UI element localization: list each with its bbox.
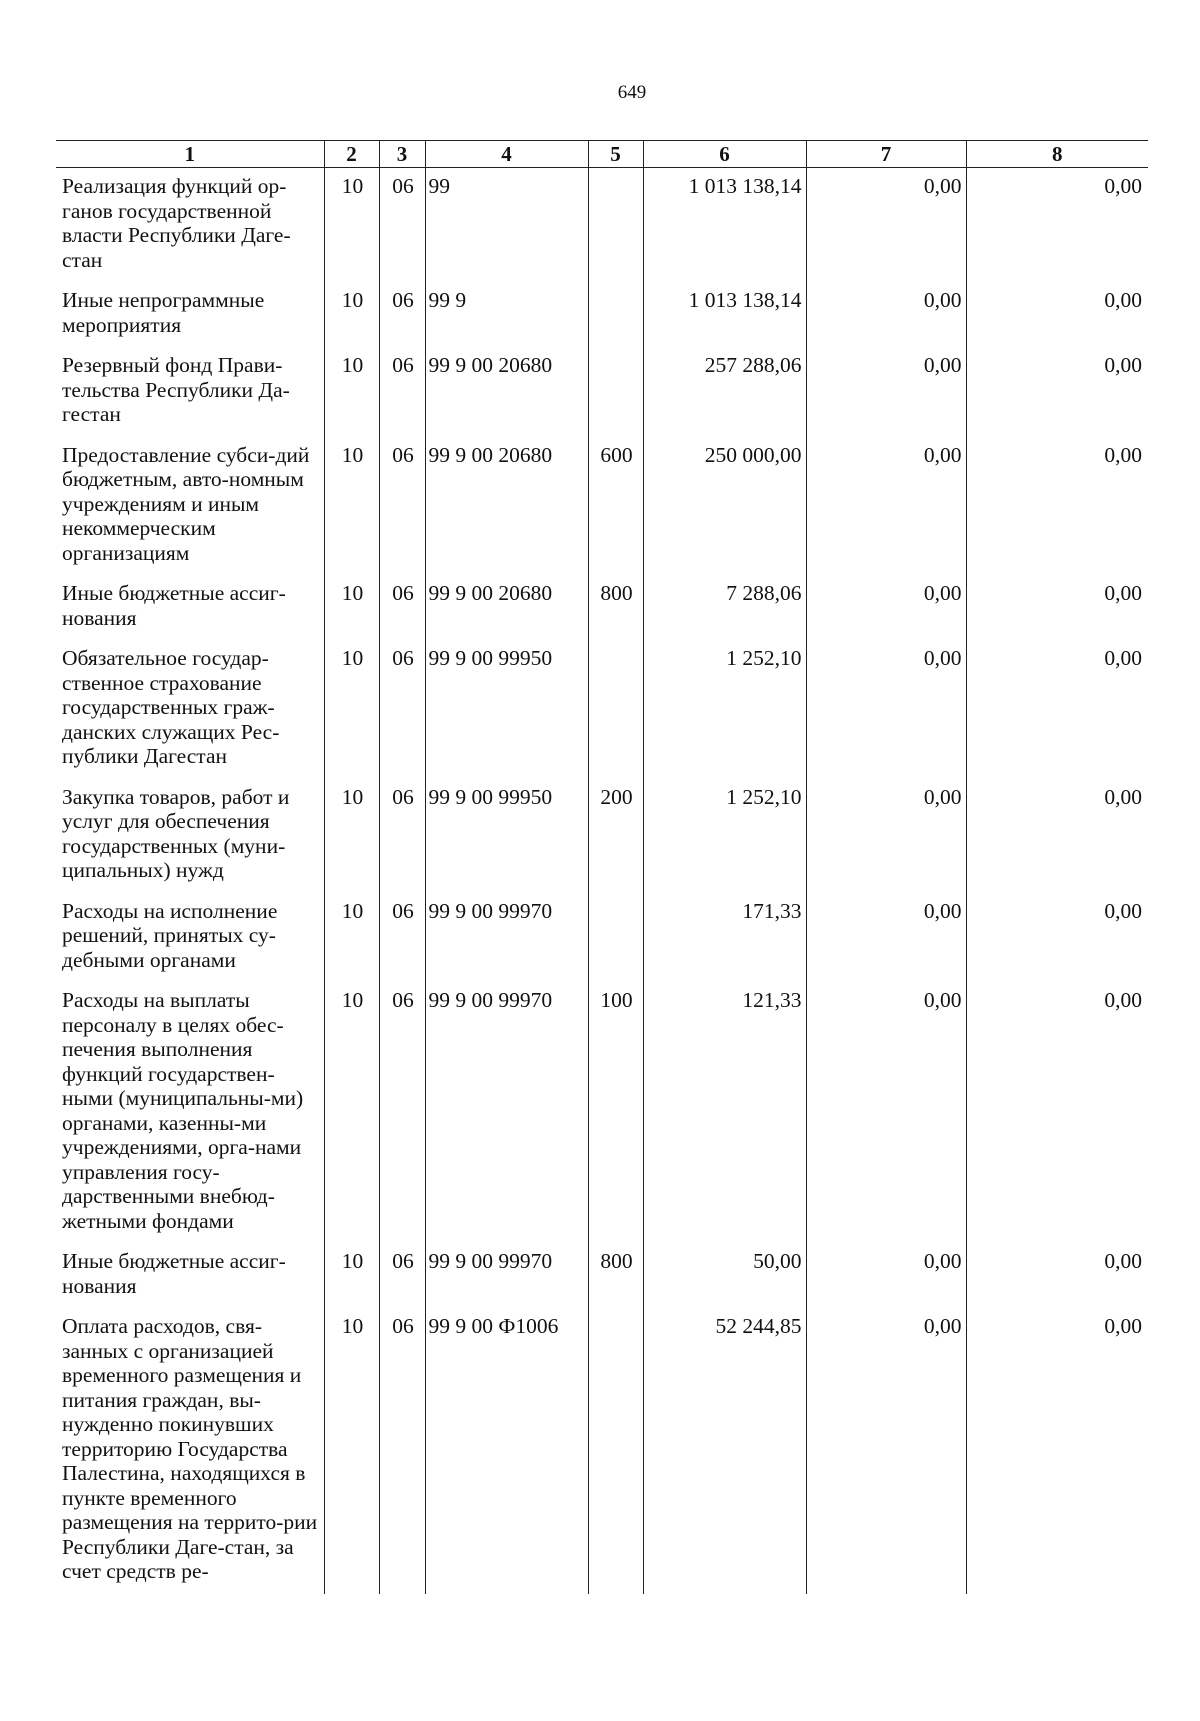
- row-col7: 0,00: [806, 982, 966, 1243]
- budget-table: [56, 140, 1148, 1594]
- row-amount: 7 288,06: [643, 575, 806, 640]
- column-header-8: 8: [966, 141, 1148, 168]
- row-amount: 1 013 138,14: [643, 168, 806, 283]
- row-amount: 52 244,85: [643, 1308, 806, 1594]
- table-row: [56, 893, 1148, 983]
- row-amount: 257 288,06: [643, 347, 806, 437]
- row-amount: 250 000,00: [643, 437, 806, 576]
- row-name: Реализация функций ор-ганов государственной власти Республики Даге-стан: [62, 174, 291, 272]
- row-target-code: 99 9 00 20680: [425, 347, 588, 437]
- row-col7: 0,00: [806, 347, 966, 437]
- row-col7: 0,00: [806, 779, 966, 893]
- row-subsection: 06: [379, 347, 425, 437]
- row-section: 10: [324, 1243, 379, 1308]
- row-amount: 50,00: [643, 1243, 806, 1308]
- table-row: [56, 640, 1148, 779]
- row-name: Расходы на выплаты персоналу в целях обес-печения выполнения функций государствен-ными (муниципальны-ми) органами, казенны-ми учреждениями, орга-нами управления госу-дарственными внебюд-жетными фондами: [62, 988, 304, 1233]
- row-target-code: 99 9 00 99970: [425, 1243, 588, 1308]
- row-target-code: 99 9 00 99970: [425, 982, 588, 1243]
- row-name: Резервный фонд Прави-тельства Республики Да-гестан: [62, 353, 290, 426]
- row-subsection: 06: [379, 1308, 425, 1594]
- row-col7: 0,00: [806, 1243, 966, 1308]
- table-row: [56, 575, 1148, 640]
- table-row: [56, 1243, 1148, 1308]
- row-target-code: 99 9 00 20680: [425, 575, 588, 640]
- table-row: [56, 779, 1148, 893]
- table-row: [56, 982, 1148, 1243]
- row-name: Иные бюджетные ассиг-нования: [62, 1249, 286, 1298]
- row-name: Оплата расходов, свя-занных с организацией временного размещения и питания граждан, вы-нужденно покинувших территорию Государства Палестина, находящихся в пункте временного размещения на террито-рии Республики Даге-стан, за счет средств ре-: [62, 1314, 318, 1583]
- row-col7: 0,00: [806, 575, 966, 640]
- column-header-1: 1: [56, 141, 324, 168]
- row-col7: 0,00: [806, 893, 966, 983]
- row-name: Закупка товаров, работ и услуг для обеспечения государственных (муни-ципальных) нужд: [62, 784, 290, 882]
- row-subsection: 06: [379, 893, 425, 983]
- row-section: 10: [324, 168, 379, 283]
- row-section: 10: [324, 982, 379, 1243]
- row-target-code: 99 9: [425, 282, 588, 347]
- row-col8: 0,00: [966, 168, 1148, 283]
- row-expense-type: 800: [588, 1243, 643, 1308]
- row-col8: 0,00: [966, 1308, 1148, 1594]
- row-amount: 121,33: [643, 982, 806, 1243]
- row-col8: 0,00: [966, 893, 1148, 983]
- row-name: Иные непрограммные мероприятия: [62, 288, 265, 337]
- row-section: 10: [324, 282, 379, 347]
- row-subsection: 06: [379, 982, 425, 1243]
- row-col8: 0,00: [966, 779, 1148, 893]
- row-expense-type: 100: [588, 982, 643, 1243]
- row-subsection: 06: [379, 168, 425, 283]
- row-amount: 1 252,10: [643, 640, 806, 779]
- row-col7: 0,00: [806, 168, 966, 283]
- row-expense-type: [588, 1308, 643, 1594]
- table-row: [56, 437, 1148, 576]
- row-subsection: 06: [379, 437, 425, 576]
- row-amount: 171,33: [643, 893, 806, 983]
- row-name: Иные бюджетные ассиг-нования: [62, 581, 286, 630]
- table-row: [56, 1308, 1148, 1594]
- row-target-code: 99 9 00 99950: [425, 779, 588, 893]
- row-col7: 0,00: [806, 282, 966, 347]
- page-number: 649: [617, 82, 647, 103]
- row-subsection: 06: [379, 640, 425, 779]
- row-expense-type: 600: [588, 437, 643, 576]
- row-expense-type: [588, 893, 643, 983]
- row-name: Предоставление субси-дий бюджетным, авто-номным учреждениям и иным некоммерческим организациям: [62, 442, 310, 565]
- row-expense-type: [588, 168, 643, 283]
- row-section: 10: [324, 1308, 379, 1594]
- column-header-6: 6: [643, 141, 806, 168]
- row-section: 10: [324, 893, 379, 983]
- table-row: [56, 168, 1148, 283]
- row-col7: 0,00: [806, 437, 966, 576]
- row-name: Расходы на исполнение решений, принятых су-дебными органами: [62, 898, 278, 972]
- row-col8: 0,00: [966, 347, 1148, 437]
- row-section: 10: [324, 779, 379, 893]
- row-col8: 0,00: [966, 982, 1148, 1243]
- row-amount: 1 013 138,14: [643, 282, 806, 347]
- row-subsection: 06: [379, 575, 425, 640]
- column-header-4: 4: [425, 141, 588, 168]
- row-target-code: 99 9 00 Ф1006: [425, 1308, 588, 1594]
- row-target-code: 99 9 00 99970: [425, 893, 588, 983]
- column-header-2: 2: [324, 141, 379, 168]
- column-header-7: 7: [806, 141, 966, 168]
- row-col7: 0,00: [806, 640, 966, 779]
- row-amount: 1 252,10: [643, 779, 806, 893]
- row-subsection: 06: [379, 779, 425, 893]
- row-section: 10: [324, 640, 379, 779]
- column-header-5: 5: [588, 141, 643, 168]
- row-section: 10: [324, 575, 379, 640]
- row-target-code: 99 9 00 99950: [425, 640, 588, 779]
- row-col8: 0,00: [966, 1243, 1148, 1308]
- row-expense-type: 200: [588, 779, 643, 893]
- row-col8: 0,00: [966, 575, 1148, 640]
- row-expense-type: [588, 640, 643, 779]
- row-subsection: 06: [379, 1243, 425, 1308]
- row-col7: 0,00: [806, 1308, 966, 1594]
- row-expense-type: [588, 282, 643, 347]
- row-expense-type: 800: [588, 575, 643, 640]
- row-section: 10: [324, 347, 379, 437]
- row-name: Обязательное государ-ственное страхование государственных граж-данских служащих Рес-публики Дагестан: [62, 646, 280, 768]
- row-col8: 0,00: [966, 282, 1148, 347]
- row-expense-type: [588, 347, 643, 437]
- row-target-code: 99 9 00 20680: [425, 437, 588, 576]
- column-header-3: 3: [379, 141, 425, 168]
- row-target-code: 99: [425, 168, 588, 283]
- row-section: 10: [324, 437, 379, 576]
- table-row: [56, 347, 1148, 437]
- row-col8: 0,00: [966, 640, 1148, 779]
- table-row: [56, 282, 1148, 347]
- row-subsection: 06: [379, 282, 425, 347]
- header-row: [56, 141, 1148, 168]
- row-col8: 0,00: [966, 437, 1148, 576]
